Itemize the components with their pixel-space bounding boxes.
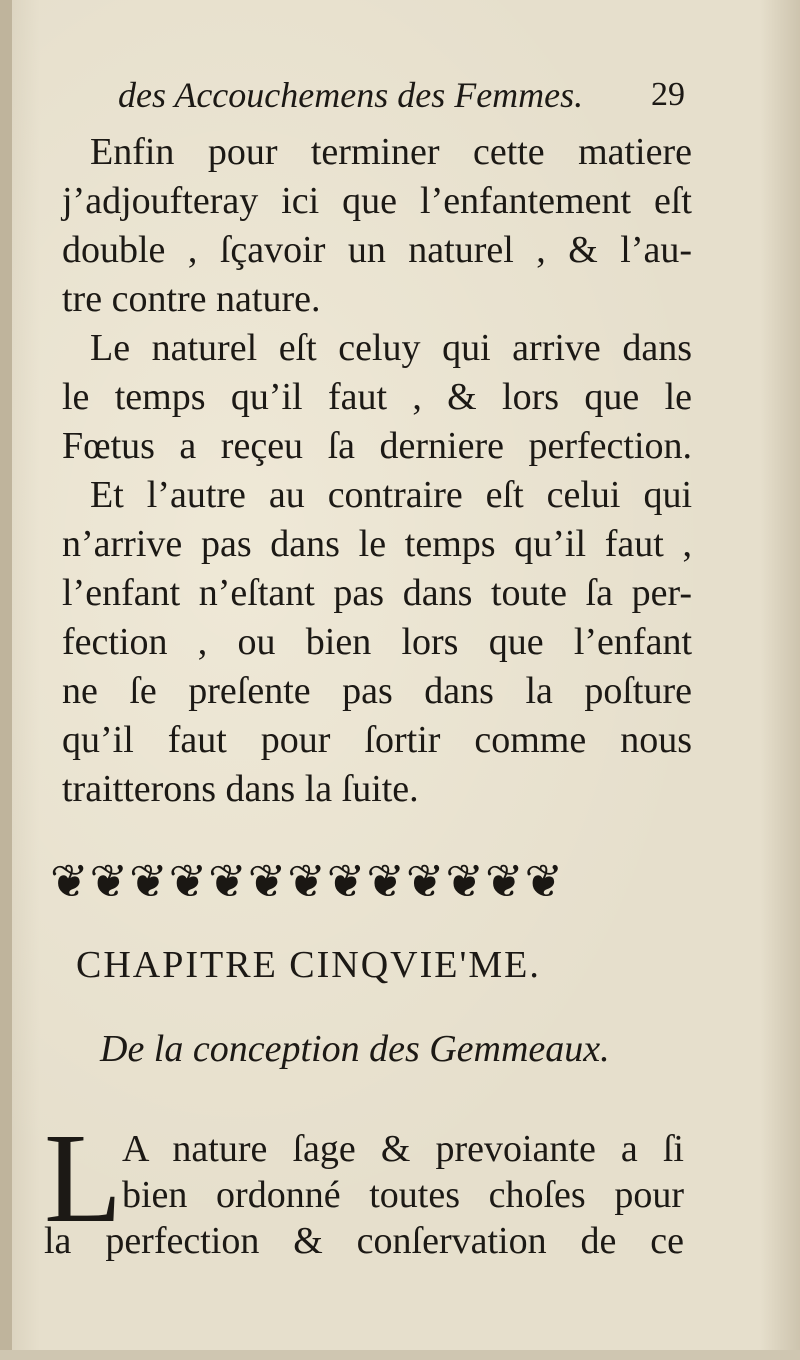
text-line: Et l’autre au contraire eſt celui qui	[90, 474, 692, 516]
text-line: A nature ſage & prevoiante a ſi	[122, 1128, 684, 1170]
text-line: qu’il faut pour ſortir comme nous	[62, 719, 692, 761]
text-line: fection , ou bien lors que l’enfant	[62, 621, 692, 663]
page-bottom-edge	[0, 1350, 800, 1360]
text-line: tre contre nature.	[62, 278, 321, 320]
text-line: la perfection & conſervation de ce	[44, 1220, 684, 1262]
drop-capital: L	[44, 1107, 123, 1249]
text-line: ne ſe preſente pas dans la poſture	[62, 670, 692, 712]
body-text	[62, 128, 692, 814]
paragraph	[62, 471, 692, 814]
chapter-title: CHAPITRE CINQVIE'ME.	[76, 944, 541, 986]
text-line: j’adjoufteray ici que l’enfantement eſt	[62, 180, 692, 222]
running-head	[118, 70, 718, 120]
paragraph	[62, 128, 692, 324]
text-line: bien ordonné toutes choſes pour	[122, 1174, 684, 1216]
paragraph	[62, 324, 692, 471]
text-line: Le naturel eſt celuy qui arrive dans	[90, 327, 692, 369]
text-line: Enfin pour terminer cette matiere	[90, 131, 692, 173]
page-left-edge	[0, 0, 12, 1360]
text-line: traitterons dans la ſuite.	[62, 768, 419, 810]
text-line: l’enfant n’eſtant pas dans toute ſa per-	[62, 572, 692, 614]
chapter-subtitle: De la conception des Gemmeaux.	[100, 1028, 610, 1070]
opening-paragraph	[44, 1107, 684, 1264]
text-line: le temps qu’il faut , & lors que le	[62, 376, 692, 418]
page-number: 29	[651, 76, 685, 113]
text-line: Fœtus a reçeu ſa derniere perfection.	[62, 425, 692, 467]
text-line: n’arrive pas dans le temps qu’il faut ,	[62, 523, 692, 565]
text-line: double , ſçavoir un naturel , & l’au-	[62, 229, 692, 271]
running-head-title: des Accouchemens des Femmes.	[118, 75, 584, 115]
ornamental-band: ❦❦❦❦❦❦❦❦❦❦❦❦❦	[50, 856, 565, 907]
